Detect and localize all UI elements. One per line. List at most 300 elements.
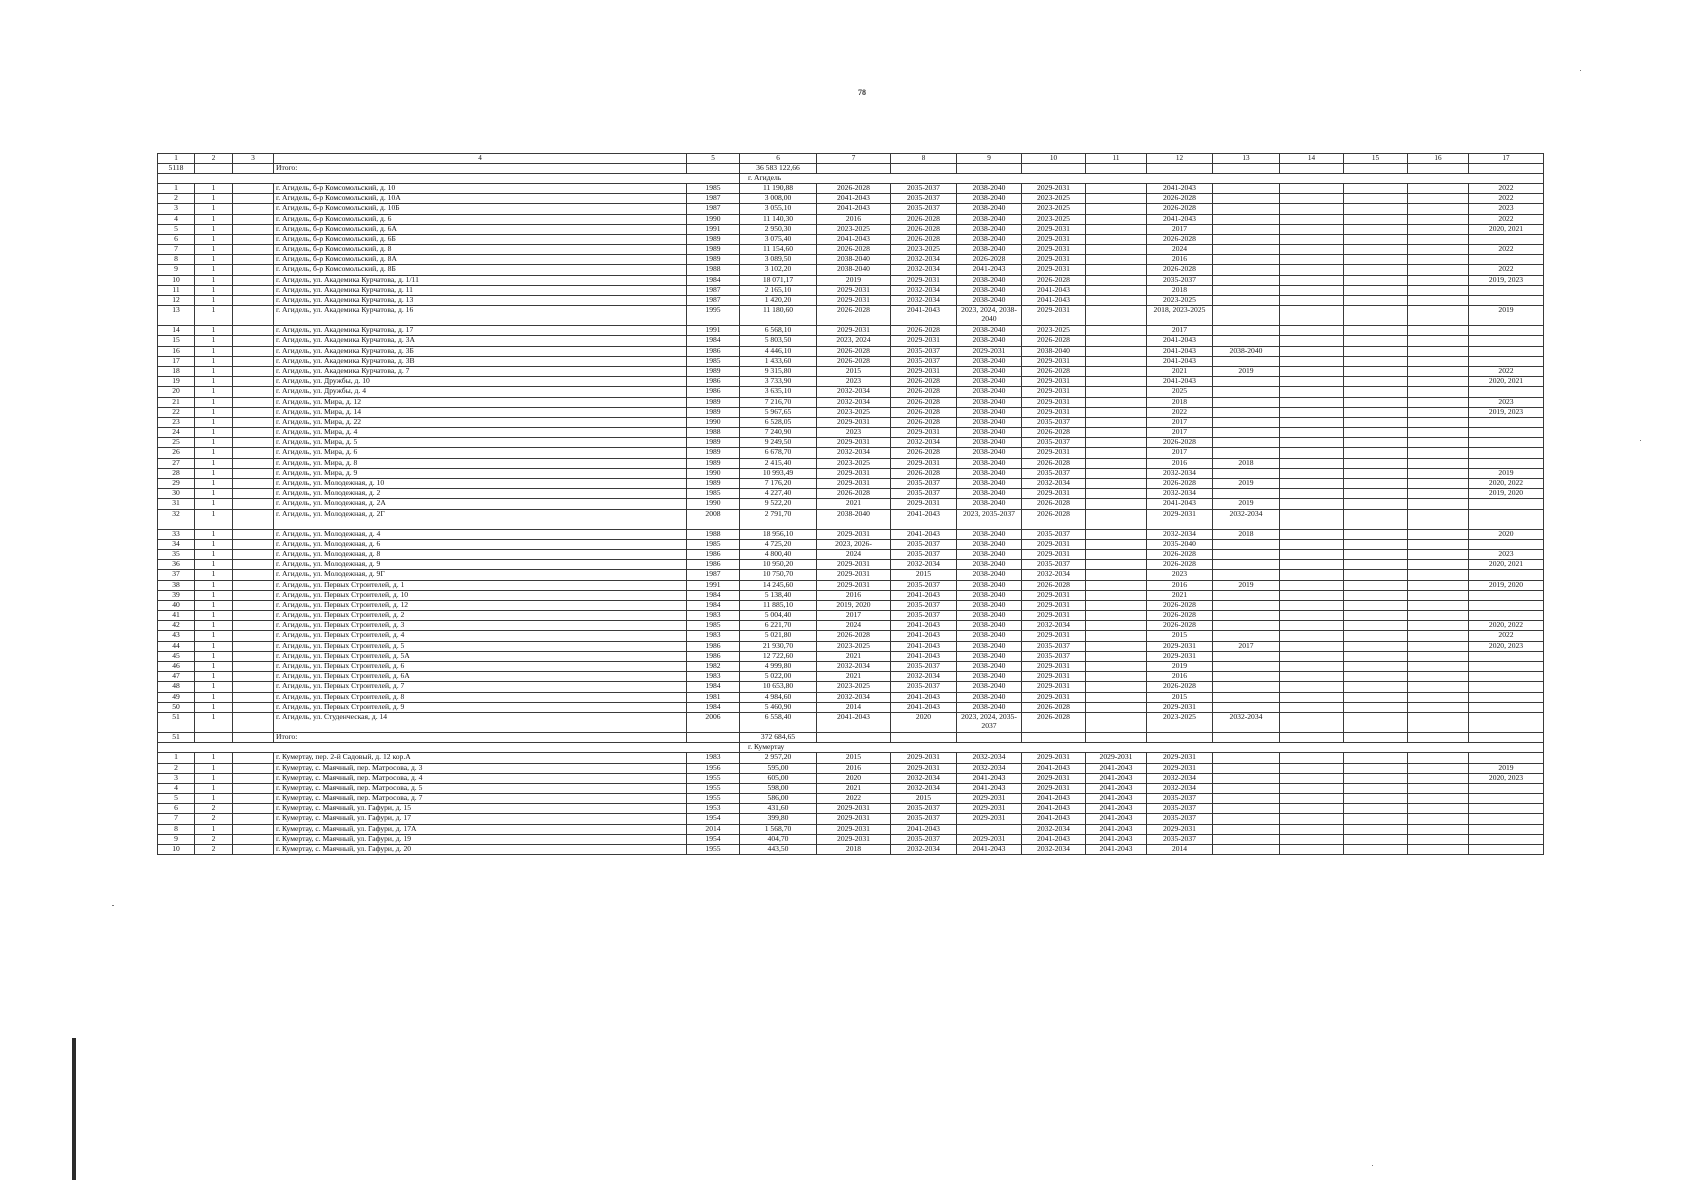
city-section-row xyxy=(158,173,1544,183)
cell-col-8: 2035-2037 xyxy=(891,600,957,610)
cell-col-1: 27 xyxy=(158,458,195,468)
cell-col-7: 2023, 2024 xyxy=(817,336,891,346)
cell-col-5: 1983 xyxy=(687,631,740,641)
cell-col-12: 2017 xyxy=(1147,417,1213,427)
cell-col-1: 10 xyxy=(158,845,195,855)
cell-col-9: 2038-2040 xyxy=(957,702,1022,712)
cell-col-7: 2029-2031 xyxy=(817,417,891,427)
cell-col-1: 51 xyxy=(158,732,195,742)
cell-col-15 xyxy=(1344,783,1408,793)
table-row xyxy=(158,763,1544,773)
cell-col-6: 7 176,20 xyxy=(740,479,817,489)
cell-col-15 xyxy=(1344,234,1408,244)
cell-col-3 xyxy=(233,702,274,712)
cell-col-4: г. Кумертау, с. Маячный, пер. Матросова, д. 5 xyxy=(274,783,687,793)
cell-col-17: 2020, 2021 xyxy=(1469,224,1544,234)
cell-col-7: 2029-2031 xyxy=(817,804,891,814)
cell-col-13 xyxy=(1213,763,1280,773)
cell-col-2: 1 xyxy=(195,539,233,549)
cell-col-1: 4 xyxy=(158,214,195,224)
cell-col-13 xyxy=(1213,621,1280,631)
cell-col-13 xyxy=(1213,783,1280,793)
column-number-cell: 9 xyxy=(957,154,1022,164)
cell-col-1: 1 xyxy=(158,183,195,193)
cell-col-9: 2038-2040 xyxy=(957,366,1022,376)
cell-col-10: 2026-2028 xyxy=(1022,712,1086,732)
cell-col-15 xyxy=(1344,611,1408,621)
cell-col-17 xyxy=(1469,499,1544,509)
cell-col-9: 2029-2031 xyxy=(957,814,1022,824)
cell-col-12: 2035-2037 xyxy=(1147,275,1213,285)
cell-col-14 xyxy=(1280,560,1344,570)
cell-col-2: 1 xyxy=(195,529,233,539)
cell-col-4: г. Агидель, ул. Первых Строителей, д. 10 xyxy=(274,590,687,600)
scan-speck xyxy=(112,905,114,906)
cell-col-9: 2038-2040 xyxy=(957,600,1022,610)
cell-col-15 xyxy=(1344,214,1408,224)
cell-col-9: 2038-2040 xyxy=(957,214,1022,224)
page-number: 78 xyxy=(858,88,866,97)
cell-col-10: 2029-2031 xyxy=(1022,662,1086,672)
cell-col-11 xyxy=(1086,438,1147,448)
cell-col-11: 2041-2043 xyxy=(1086,773,1147,783)
cell-col-6: 6 528,05 xyxy=(740,417,817,427)
cell-col-7: 2023-2025 xyxy=(817,458,891,468)
cell-col-10: 2032-2034 xyxy=(1022,845,1086,855)
column-number-cell: 7 xyxy=(817,154,891,164)
cell-col-13 xyxy=(1213,814,1280,824)
cell-col-13 xyxy=(1213,794,1280,804)
cell-col-14 xyxy=(1280,539,1344,549)
cell-col-15 xyxy=(1344,194,1408,204)
cell-col-3 xyxy=(233,306,274,326)
cell-col-13 xyxy=(1213,407,1280,417)
cell-col-3 xyxy=(233,621,274,631)
cell-col-2: 1 xyxy=(195,489,233,499)
cell-col-13 xyxy=(1213,611,1280,621)
cell-col-6: 9 522,20 xyxy=(740,499,817,509)
cell-col-5: 1986 xyxy=(687,641,740,651)
cell-col-12: 2025 xyxy=(1147,387,1213,397)
cell-col-4: г. Агидель, ул. Академика Курчатова, д. 17 xyxy=(274,326,687,336)
cell-col-12: 2021 xyxy=(1147,366,1213,376)
cell-col-5: 1983 xyxy=(687,611,740,621)
cell-col-14 xyxy=(1280,763,1344,773)
cell-col-6: 443,50 xyxy=(740,845,817,855)
cell-col-15 xyxy=(1344,336,1408,346)
cell-col-10: 2029-2031 xyxy=(1022,600,1086,610)
cell-col-15 xyxy=(1344,224,1408,234)
cell-col-8: 2032-2034 xyxy=(891,773,957,783)
cell-col-8: 2032-2034 xyxy=(891,296,957,306)
cell-col-4: г. Агидель, ул. Мира, д. 4 xyxy=(274,428,687,438)
table-row xyxy=(158,773,1544,783)
scan-speck xyxy=(1580,70,1581,71)
cell-col-5: 1989 xyxy=(687,245,740,255)
cell-col-11 xyxy=(1086,712,1147,732)
cell-col-7: 2029-2031 xyxy=(817,468,891,478)
cell-col-16 xyxy=(1408,560,1469,570)
cell-col-13 xyxy=(1213,377,1280,387)
cell-col-3 xyxy=(233,468,274,478)
cell-col-6: 11 140,30 xyxy=(740,214,817,224)
cell-col-15 xyxy=(1344,539,1408,549)
cell-col-12: 2014 xyxy=(1147,845,1213,855)
cell-col-15 xyxy=(1344,489,1408,499)
cell-col-17: 2022 xyxy=(1469,245,1544,255)
cell-col-5: 1983 xyxy=(687,753,740,763)
cell-col-2: 1 xyxy=(195,255,233,265)
cell-col-2: 1 xyxy=(195,245,233,255)
cell-col-15 xyxy=(1344,479,1408,489)
cell-col-12: 2026-2028 xyxy=(1147,234,1213,244)
cell-col-2: 1 xyxy=(195,824,233,834)
cell-col-16 xyxy=(1408,326,1469,336)
cell-col-16 xyxy=(1408,672,1469,682)
cell-col-4: г. Кумертау, с. Маячный, ул. Гафури, д. 20 xyxy=(274,845,687,855)
cell-col-16 xyxy=(1408,794,1469,804)
cell-col-16 xyxy=(1408,702,1469,712)
cell-col-14 xyxy=(1280,692,1344,702)
cell-col-15 xyxy=(1344,692,1408,702)
cell-col-3 xyxy=(233,499,274,509)
cell-col-14 xyxy=(1280,611,1344,621)
cell-col-8: 2035-2037 xyxy=(891,183,957,193)
cell-col-3 xyxy=(233,814,274,824)
cell-col-8: 2035-2037 xyxy=(891,611,957,621)
cell-col-9: 2038-2040 xyxy=(957,356,1022,366)
cell-col-4: г. Агидель, б-р Комсомольский, д. 8Б xyxy=(274,265,687,275)
cell-col-7: 2019, 2020 xyxy=(817,600,891,610)
cell-col-3 xyxy=(233,824,274,834)
cell-col-1: 33 xyxy=(158,529,195,539)
cell-col-16 xyxy=(1408,407,1469,417)
cell-col-15 xyxy=(1344,448,1408,458)
cell-col-5 xyxy=(687,732,740,742)
cell-col-12: 2018, 2023-2025 xyxy=(1147,306,1213,326)
cell-col-16 xyxy=(1408,428,1469,438)
cell-col-6: 4 800,40 xyxy=(740,549,817,559)
cell-col-5: 2006 xyxy=(687,712,740,732)
scan-edge-mark xyxy=(72,1038,76,1180)
cell-col-5: 1989 xyxy=(687,407,740,417)
cell-col-3 xyxy=(233,438,274,448)
cell-col-1: 6 xyxy=(158,234,195,244)
document-table-container xyxy=(157,153,1543,855)
cell-col-11 xyxy=(1086,255,1147,265)
cell-col-6: 5 138,40 xyxy=(740,590,817,600)
cell-col-16 xyxy=(1408,356,1469,366)
cell-col-13 xyxy=(1213,163,1280,173)
cell-col-11 xyxy=(1086,529,1147,539)
cell-col-2: 1 xyxy=(195,773,233,783)
table-row xyxy=(158,712,1544,732)
cell-col-15 xyxy=(1344,417,1408,427)
cell-col-15 xyxy=(1344,407,1408,417)
cell-col-10: 2035-2037 xyxy=(1022,641,1086,651)
cell-col-14 xyxy=(1280,438,1344,448)
cell-col-7: 2015 xyxy=(817,366,891,376)
cell-col-12: 2026-2028 xyxy=(1147,611,1213,621)
cell-col-4: г. Агидель, ул. Мира, д. 22 xyxy=(274,417,687,427)
total-row xyxy=(158,163,1544,173)
cell-col-11 xyxy=(1086,326,1147,336)
cell-col-6: 11 154,60 xyxy=(740,245,817,255)
cell-col-13 xyxy=(1213,549,1280,559)
cell-col-16 xyxy=(1408,662,1469,672)
cell-col-1: 5 xyxy=(158,224,195,234)
cell-col-4: г. Агидель, ул. Академика Курчатова, д. 11 xyxy=(274,285,687,295)
cell-col-2: 1 xyxy=(195,275,233,285)
table-row xyxy=(158,346,1544,356)
cell-col-15 xyxy=(1344,275,1408,285)
cell-col-15 xyxy=(1344,306,1408,326)
cell-col-1: 19 xyxy=(158,377,195,387)
cell-col-13: 2018 xyxy=(1213,458,1280,468)
cell-col-12: 2017 xyxy=(1147,224,1213,234)
cell-col-11 xyxy=(1086,600,1147,610)
cell-col-15 xyxy=(1344,265,1408,275)
cell-col-7: 2023 xyxy=(817,377,891,387)
cell-col-2 xyxy=(195,163,233,173)
cell-col-14 xyxy=(1280,590,1344,600)
cell-col-1: 5118 xyxy=(158,163,195,173)
cell-col-5: 1982 xyxy=(687,662,740,672)
cell-col-3 xyxy=(233,234,274,244)
cell-col-12: 2032-2034 xyxy=(1147,783,1213,793)
cell-col-9: 2038-2040 xyxy=(957,682,1022,692)
table-row xyxy=(158,407,1544,417)
cell-col-5: 1990 xyxy=(687,214,740,224)
cell-col-2: 1 xyxy=(195,417,233,427)
table-row xyxy=(158,417,1544,427)
cell-col-12: 2017 xyxy=(1147,326,1213,336)
cell-col-14 xyxy=(1280,804,1344,814)
cell-col-17 xyxy=(1469,356,1544,366)
cell-col-11 xyxy=(1086,387,1147,397)
column-number-cell: 11 xyxy=(1086,154,1147,164)
cell-col-17 xyxy=(1469,163,1544,173)
cell-col-10: 2041-2043 xyxy=(1022,285,1086,295)
cell-col-1: 49 xyxy=(158,692,195,702)
cell-col-9: 2038-2040 xyxy=(957,448,1022,458)
cell-col-7: 2021 xyxy=(817,499,891,509)
cell-col-9: 2029-2031 xyxy=(957,804,1022,814)
cell-col-5: 1991 xyxy=(687,224,740,234)
cell-col-10: 2041-2043 xyxy=(1022,834,1086,844)
cell-col-15 xyxy=(1344,255,1408,265)
cell-col-14 xyxy=(1280,662,1344,672)
cell-col-6: 5 022,00 xyxy=(740,672,817,682)
cell-col-3 xyxy=(233,417,274,427)
cell-col-17 xyxy=(1469,672,1544,682)
cell-col-15 xyxy=(1344,428,1408,438)
cell-col-9 xyxy=(957,163,1022,173)
table-body xyxy=(158,154,1544,855)
table-row xyxy=(158,549,1544,559)
cell-col-15 xyxy=(1344,590,1408,600)
cell-col-6: 2 957,20 xyxy=(740,753,817,763)
cell-col-5: 1989 xyxy=(687,479,740,489)
cell-col-8: 2041-2043 xyxy=(891,824,957,834)
cell-col-13 xyxy=(1213,194,1280,204)
cell-col-12: 2016 xyxy=(1147,672,1213,682)
cell-col-1: 36 xyxy=(158,560,195,570)
cell-col-2: 1 xyxy=(195,183,233,193)
cell-col-11 xyxy=(1086,489,1147,499)
cell-col-4: г. Агидель, ул. Молодежная, д. 6 xyxy=(274,539,687,549)
cell-col-4: г. Агидель, б-р Комсомольский, д. 6 xyxy=(274,214,687,224)
cell-col-16 xyxy=(1408,458,1469,468)
cell-col-13: 2017 xyxy=(1213,641,1280,651)
cell-col-4: г. Кумертау, с. Маячный, пер. Матросова, д. 3 xyxy=(274,763,687,773)
cell-col-8: 2026-2028 xyxy=(891,387,957,397)
cell-col-13 xyxy=(1213,356,1280,366)
table-row xyxy=(158,255,1544,265)
cell-col-4: г. Агидель, ул. Первых Строителей, д. 3 xyxy=(274,621,687,631)
cell-col-16 xyxy=(1408,824,1469,834)
cell-col-6: 18 071,17 xyxy=(740,275,817,285)
cell-col-10: 2029-2031 xyxy=(1022,672,1086,682)
cell-col-14 xyxy=(1280,580,1344,590)
cell-col-11: 2041-2043 xyxy=(1086,814,1147,824)
cell-col-14 xyxy=(1280,407,1344,417)
cell-col-3 xyxy=(233,641,274,651)
cell-col-8: 2041-2043 xyxy=(891,641,957,651)
cell-col-9: 2038-2040 xyxy=(957,224,1022,234)
cell-col-4: Итого: xyxy=(274,732,687,742)
cell-col-17: 2020, 2022 xyxy=(1469,621,1544,631)
cell-col-8: 2026-2028 xyxy=(891,417,957,427)
cell-col-3 xyxy=(233,275,274,285)
cell-col-2: 1 xyxy=(195,682,233,692)
cell-col-14 xyxy=(1280,712,1344,732)
city-name: г. Кумертау xyxy=(740,743,1544,753)
cell-col-9: 2038-2040 xyxy=(957,529,1022,539)
cell-col-13: 2032-2034 xyxy=(1213,509,1280,529)
cell-col-17 xyxy=(1469,702,1544,712)
cell-col-3 xyxy=(233,448,274,458)
cell-col-12: 2035-2040 xyxy=(1147,539,1213,549)
table-row xyxy=(158,692,1544,702)
cell-col-2: 1 xyxy=(195,204,233,214)
table-row xyxy=(158,662,1544,672)
cell-col-7: 2023-2025 xyxy=(817,682,891,692)
cell-col-13 xyxy=(1213,387,1280,397)
cell-col-5: 1990 xyxy=(687,417,740,427)
cell-col-1: 42 xyxy=(158,621,195,631)
cell-col-10: 2026-2028 xyxy=(1022,275,1086,285)
cell-col-6: 3 008,00 xyxy=(740,194,817,204)
table-row xyxy=(158,611,1544,621)
cell-col-13 xyxy=(1213,631,1280,641)
cell-col-11 xyxy=(1086,509,1147,529)
document-table xyxy=(157,153,1544,855)
cell-col-2: 1 xyxy=(195,763,233,773)
cell-col-1: 48 xyxy=(158,682,195,692)
cell-col-3 xyxy=(233,845,274,855)
cell-col-9: 2038-2040 xyxy=(957,183,1022,193)
cell-col-7: 2029-2031 xyxy=(817,438,891,448)
cell-col-7: 2032-2034 xyxy=(817,448,891,458)
cell-col-10: 2029-2031 xyxy=(1022,387,1086,397)
cell-col-8: 2032-2034 xyxy=(891,265,957,275)
cell-col-7: 2016 xyxy=(817,763,891,773)
table-row xyxy=(158,387,1544,397)
cell-col-13: 2032-2034 xyxy=(1213,712,1280,732)
cell-col-12: 2019 xyxy=(1147,662,1213,672)
cell-col-12: 2026-2028 xyxy=(1147,265,1213,275)
table-row xyxy=(158,285,1544,295)
cell-col-11 xyxy=(1086,417,1147,427)
cell-col-8 xyxy=(891,732,957,742)
cell-col-3 xyxy=(233,611,274,621)
cell-col-14 xyxy=(1280,631,1344,641)
cell-col-9: 2038-2040 xyxy=(957,234,1022,244)
cell-col-15 xyxy=(1344,845,1408,855)
cell-col-16 xyxy=(1408,306,1469,326)
cell-col-14 xyxy=(1280,234,1344,244)
cell-col-14 xyxy=(1280,224,1344,234)
cell-col-13 xyxy=(1213,692,1280,702)
cell-col-8: 2035-2037 xyxy=(891,489,957,499)
cell-col-15 xyxy=(1344,702,1408,712)
cell-col-2: 1 xyxy=(195,326,233,336)
cell-col-2: 1 xyxy=(195,438,233,448)
cell-col-15 xyxy=(1344,712,1408,732)
cell-col-8: 2032-2034 xyxy=(891,845,957,855)
cell-col-2: 1 xyxy=(195,794,233,804)
cell-col-15 xyxy=(1344,672,1408,682)
cell-col-17 xyxy=(1469,285,1544,295)
cell-col-8: 2035-2037 xyxy=(891,662,957,672)
cell-col-12: 2026-2028 xyxy=(1147,479,1213,489)
cell-col-11 xyxy=(1086,366,1147,376)
cell-col-11 xyxy=(1086,560,1147,570)
cell-col-9: 2038-2040 xyxy=(957,275,1022,285)
cell-col-17: 2022 xyxy=(1469,183,1544,193)
cell-col-14 xyxy=(1280,397,1344,407)
cell-col-4: г. Агидель, ул. Первых Строителей, д. 1 xyxy=(274,580,687,590)
cell-col-16 xyxy=(1408,834,1469,844)
cell-col-13: 2019 xyxy=(1213,580,1280,590)
cell-col-4: г. Агидель, ул. Молодежная, д. 8 xyxy=(274,549,687,559)
cell-col-11 xyxy=(1086,611,1147,621)
cell-col-10: 2029-2031 xyxy=(1022,356,1086,366)
city-section-row xyxy=(158,743,1544,753)
cell-col-11 xyxy=(1086,234,1147,244)
cell-col-6: 1 433,60 xyxy=(740,356,817,366)
cell-col-1: 4 xyxy=(158,783,195,793)
cell-col-10: 2029-2031 xyxy=(1022,549,1086,559)
cell-col-8: 2032-2034 xyxy=(891,438,957,448)
cell-col-9: 2029-2031 xyxy=(957,834,1022,844)
cell-col-12: 2029-2031 xyxy=(1147,641,1213,651)
cell-col-3 xyxy=(233,509,274,529)
cell-col-8: 2041-2043 xyxy=(891,702,957,712)
cell-col-11 xyxy=(1086,377,1147,387)
cell-col-14 xyxy=(1280,245,1344,255)
cell-col-10: 2032-2034 xyxy=(1022,479,1086,489)
cell-col-13 xyxy=(1213,672,1280,682)
cell-col-4: г. Агидель, ул. Молодежная, д. 4 xyxy=(274,529,687,539)
cell-col-4: г. Агидель, ул. Студенческая, д. 14 xyxy=(274,712,687,732)
cell-col-15 xyxy=(1344,356,1408,366)
cell-col-11 xyxy=(1086,224,1147,234)
cell-col-8: 2029-2031 xyxy=(891,753,957,763)
cell-col-16 xyxy=(1408,275,1469,285)
cell-col-14 xyxy=(1280,326,1344,336)
